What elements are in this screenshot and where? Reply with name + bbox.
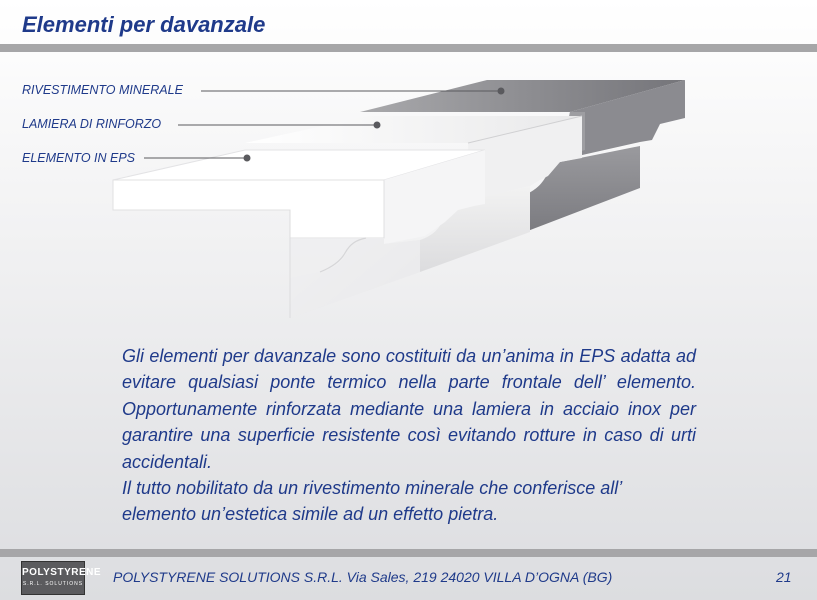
logo-subtext: S.R.L. SOLUTIONS (22, 581, 84, 587)
callout-mineral-coating: RIVESTIMENTO MINERALE (22, 83, 183, 97)
logo-text: POLYSTYRENE (22, 567, 102, 578)
eps-core-layer (113, 150, 485, 318)
description-text (122, 343, 696, 528)
footer-divider (0, 549, 817, 557)
description-paragraph-1: Gli elementi per davanzale sono costituiti da un’anima in EPS adatta ad evitare qualsiasi ponte termico nella parte frontale dell’ elemento. Opportunamente rinforzata mediante una lamiera in acciaio inox per garantire una superficie resistente così evitando rotture in caso di urti accidentali. (122, 346, 696, 472)
company-logo (21, 561, 102, 595)
page-title: Elementi per davanzale (22, 12, 266, 37)
page-number: 21 (776, 569, 792, 585)
callout-eps-element: ELEMENTO IN EPS (22, 151, 135, 165)
description-paragraph-2: Il tutto nobilitato da un rivestimento minerale che conferisce all’ elemento un’estetica simile ad un effetto pietra. (122, 478, 622, 525)
callout-reinforcing-sheet: LAMIERA DI RINFORZO (22, 117, 162, 131)
footer-company-address: POLYSTYRENE SOLUTIONS S.R.L. Via Sales, 219 24020 VILLA D’OGNA (BG) (113, 569, 613, 585)
